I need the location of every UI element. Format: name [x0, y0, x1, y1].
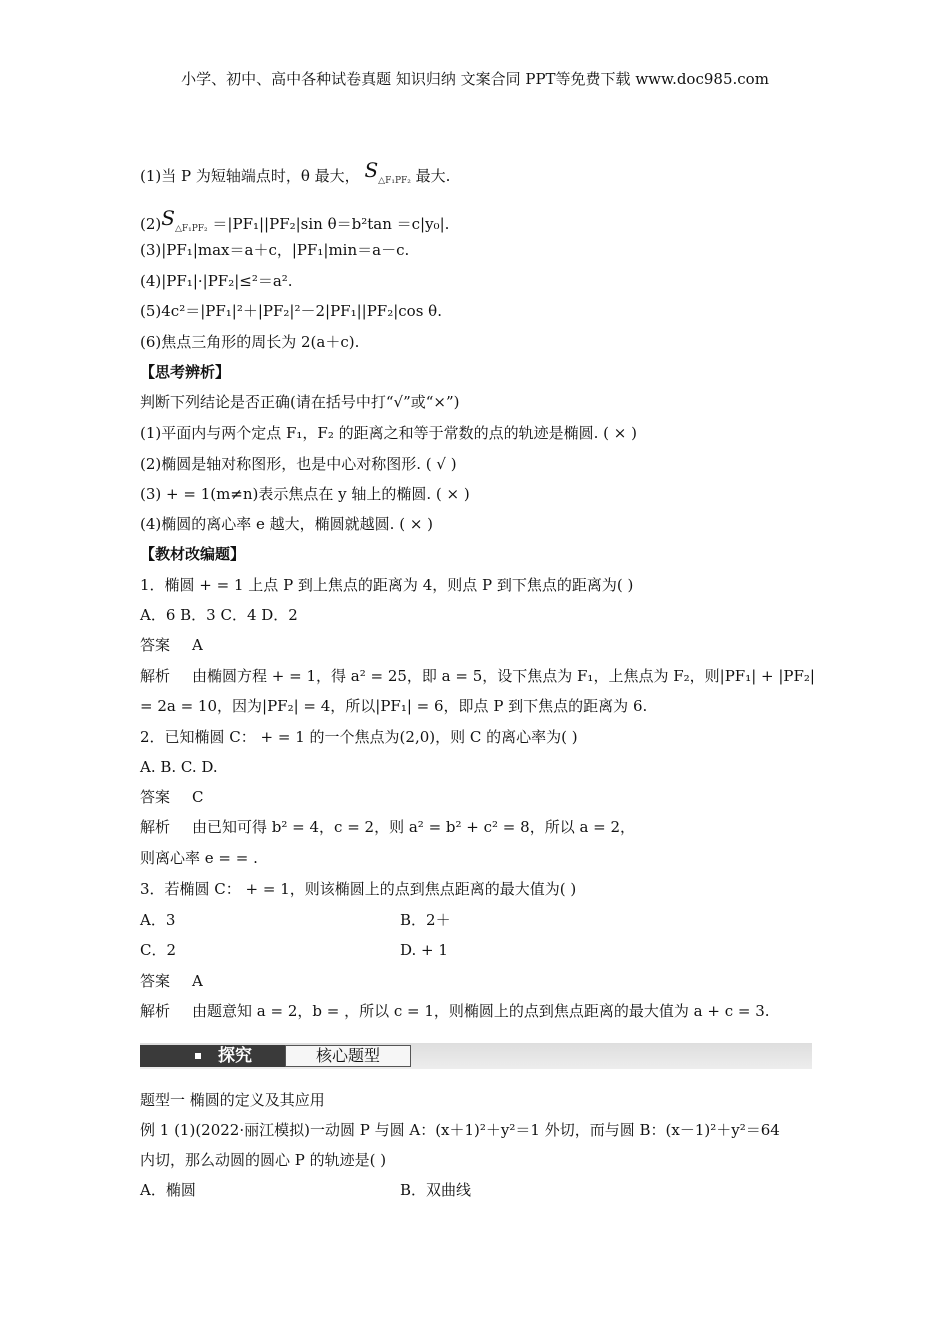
square-bullet-icon	[195, 1053, 201, 1059]
property-4: (4)|PF₁|·|PF₂|≤²＝a².	[140, 272, 293, 290]
question-1-answer: 答案 A	[140, 636, 203, 654]
think-heading: 【思考辨析】	[140, 363, 231, 381]
think-item-1: (1)平面内与两个定点 F₁，F₂ 的距离之和等于常数的点的轨迹是椭圆. ( × )	[140, 424, 637, 442]
example-1-line2: 内切，那么动圆的圆心 P 的轨迹是( )	[140, 1151, 387, 1169]
question-2-analysis: 解析 由已知可得 b² = 4，c = 2，则 a² = b² + c² = 8，所以 a = 2，	[140, 818, 636, 836]
banner-dark: 探究	[140, 1045, 285, 1067]
textbook-heading: 【教材改编题】	[140, 545, 246, 563]
area-symbol: S△F₁PF₂	[364, 158, 411, 186]
think-item-4: (4)椭圆的离心率 e 越大，椭圆就越圆. ( × )	[140, 515, 434, 533]
property-5: (5)4c²＝|PF₁|²＋|PF₂|²－2|PF₁||PF₂|cos θ.	[140, 302, 442, 320]
question-3-options-row2: C．2 D. + 1	[140, 941, 448, 959]
property-2: (2)S△F₁PF₂ ＝|PF₁||PF₂|sin θ＝b²tan ＝c|y₀|.	[140, 206, 450, 234]
property-1: (1)当 P 为短轴端点时，θ 最大， S△F₁PF₂ 最大.	[140, 158, 451, 186]
question-2: 2．已知椭圆 C： + = 1 的一个焦点为(2,0)，则 C 的离心率为( )	[140, 728, 578, 746]
topic-title: 题型一 椭圆的定义及其应用	[140, 1091, 325, 1109]
question-3-answer: 答案 A	[140, 972, 203, 990]
question-2-options: A. B. C. D.	[140, 758, 218, 776]
section-banner	[140, 1043, 812, 1069]
question-1: 1．椭圆 + = 1 上点 P 到上焦点的距离为 4，则点 P 到下焦点的距离为( )	[140, 576, 634, 594]
question-3: 3．若椭圆 C： + = 1，则该椭圆上的点到焦点距离的最大值为( )	[140, 880, 577, 898]
question-1-analysis-cont: = 2a = 10，因为|PF₂| = 4，所以|PF₁| = 6，即点 P 到下焦点的距离为 6.	[140, 697, 648, 715]
example-1-options: A．椭圆 B．双曲线	[140, 1181, 472, 1199]
area-symbol: S△F₁PF₂	[161, 206, 208, 234]
question-3-options-row1: A．3 B．2＋	[140, 911, 451, 929]
think-item-2: (2)椭圆是轴对称图形，也是中心对称图形. ( √ )	[140, 455, 457, 473]
question-1-analysis: 解析 由椭圆方程 + = 1，得 a² = 25，即 a = 5，设下焦点为 F₁，上焦点为 F₂，则|PF₁| + |PF₂|	[140, 667, 815, 685]
property-3: (3)|PF₁|max＝a＋c，|PF₁|min＝a－c.	[140, 241, 410, 259]
property-6: (6)焦点三角形的周长为 2(a＋c).	[140, 333, 360, 351]
think-intro: 判断下列结论是否正确(请在括号中打“√”或“×”)	[140, 393, 460, 411]
question-2-analysis-cont: 则离心率 e = = .	[140, 849, 258, 867]
question-1-options: A．6 B．3 C．4 D．2	[140, 606, 298, 624]
question-3-analysis: 解析 由题意知 a = 2，b = ，所以 c = 1，则椭圆上的点到焦点距离的最大值为 a + c = 3.	[140, 1002, 770, 1020]
question-2-answer: 答案 C	[140, 788, 204, 806]
example-1-line1: 例 1 (1)(2022·丽江模拟)一动圆 P 与圆 A：(x＋1)²＋y²＝1 外切，而与圆 B：(x－1)²＋y²＝64	[140, 1121, 780, 1139]
banner-light: 核心题型	[285, 1045, 411, 1067]
page-header: 小学、初中、高中各种试卷真题 知识归纳 文案合同 PPT等免费下载 www.doc985.com	[181, 70, 769, 88]
think-item-3: (3) + = 1(m≠n)表示焦点在 y 轴上的椭圆. ( × )	[140, 485, 470, 503]
